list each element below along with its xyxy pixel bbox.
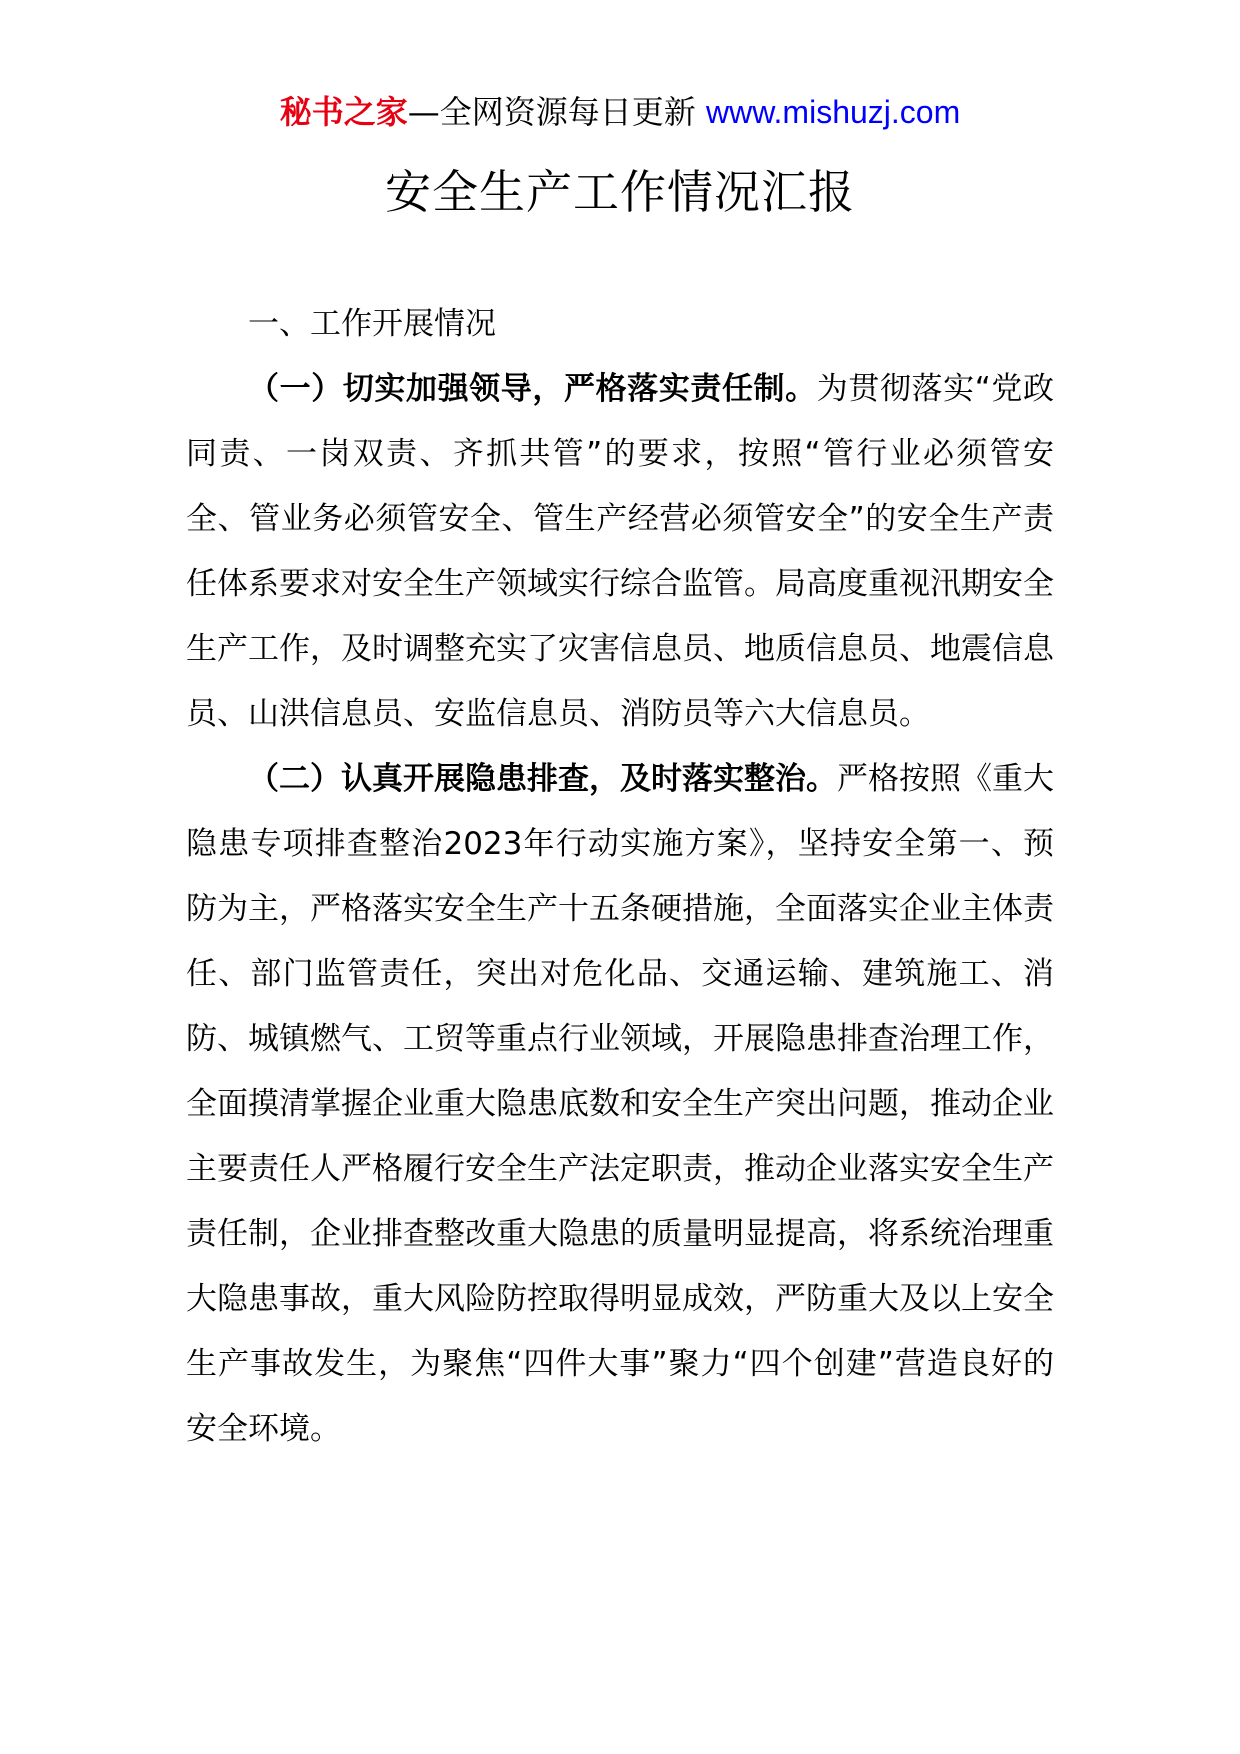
paragraph-2-body: 严格按照《重大隐患专项排查整治2023年行动实施方案》，坚持安全第一、预防为主，严格落实安全生产十五条硬措施，全面落实企业主体责任、部门监管责任，突出对危化品、交通运输、建筑施工、消防、城镇燃气、工贸等重点行业领域，开展隐患排查治理工作，全面摸清掌握企业重大隐患底数和安全生产突出问题，推动企业主要责任人严格履行安全生产法定职责，推动企业落实安全生产责任制，企业排查整改重大隐患的质量明显提高，将系统治理重大隐患事故，重大风险防控取得明显成效，严防重大及以上安全生产事故发生，为聚焦“四件大事”聚力“四个创建”营造良好的安全环境。 [186,761,1054,1447]
paragraph-1 [186,357,1054,747]
paragraph-1-heading: （一）切实加强领导，严格落实责任制。 [248,371,817,407]
document-body [186,292,1054,1462]
header-slogan: —全网资源每日更新 [407,93,706,131]
site-header [0,90,1240,134]
paragraph-1-body: 为贯彻落实“党政同责、一岗双责、齐抓共管”的要求，按照“管行业必须管安全、管业务必须管安全、管生产经营必须管安全”的安全生产责任体系要求对安全生产领域实行综合监管。局高度重视汛期安全生产工作，及时调整充实了灾害信息员、地质信息员、地震信息员、山洪信息员、安监信息员、消防员等六大信息员。 [186,371,1055,732]
document-title: 安全生产工作情况汇报 [385,165,855,219]
paragraph-2 [186,747,1054,1462]
paragraph-2-heading: （二）认真开展隐患排查，及时落实整治。 [248,761,837,797]
brand-name: 秘书之家 [279,93,408,131]
site-url-link[interactable]: www.mishuzj.com [705,94,961,130]
section-heading: 一、工作开展情况 [248,306,496,342]
